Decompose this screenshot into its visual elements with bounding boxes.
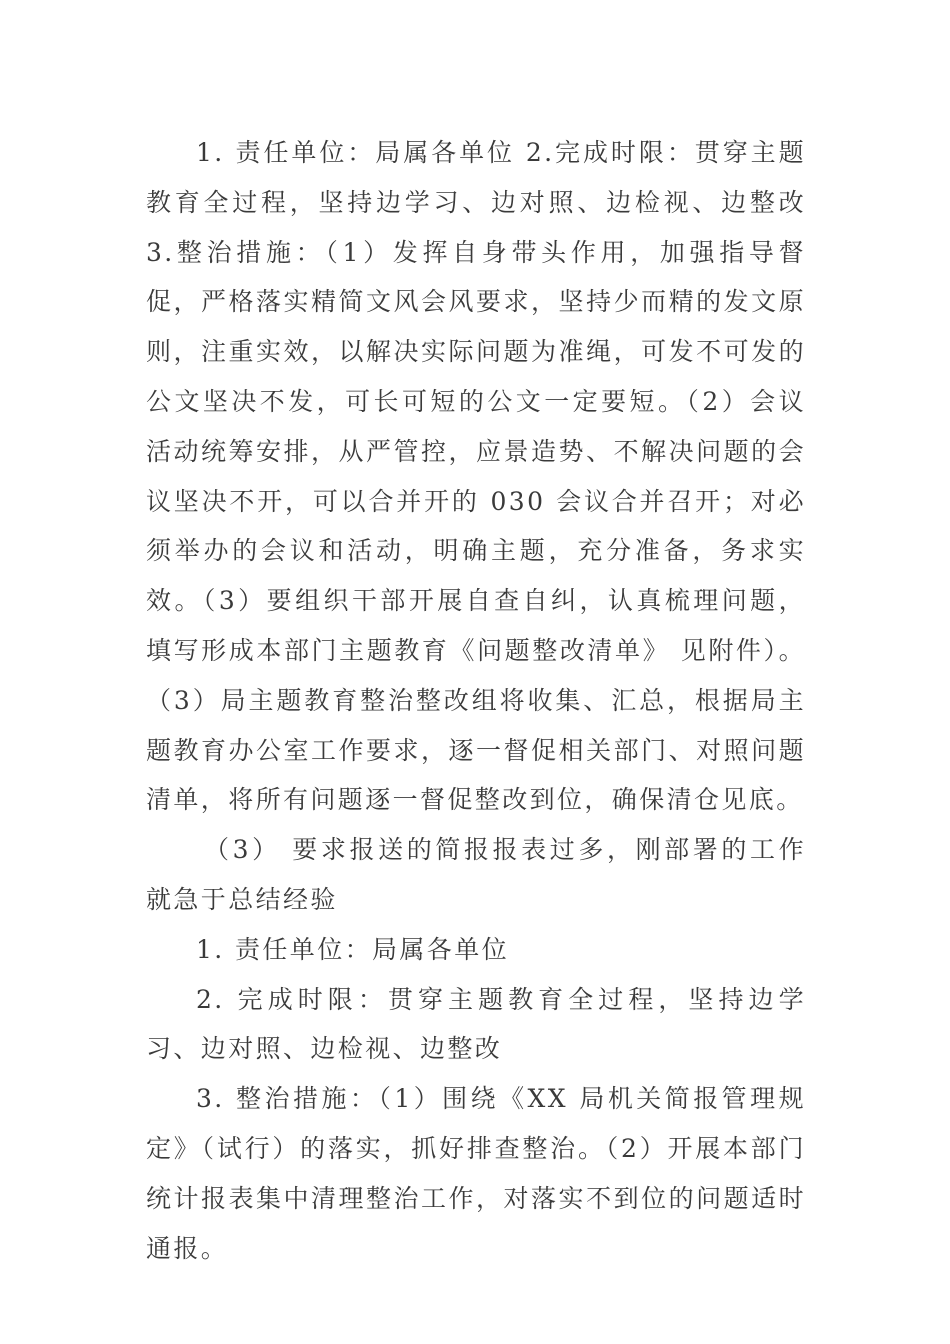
paragraph-measures: 3. 整治措施：（1）围绕《XX 局机关简报管理规定》（试行）的落实，抓好排查整治。（2）开展本部门统计报表集中清理整治工作，对落实不到位的问题适时通报。	[146, 1084, 806, 1263]
paragraph-responsible-unit: 1. 责任单位：局属各单位	[196, 934, 510, 964]
paragraph-rectification-measures: 1. 责任单位：局属各单位 2.完成时限：贯穿主题教育全过程，坚持边学习、边对照、边检视、边整改 3.整治措施：（1）发挥自身带头作用，加强指导督促，严格落实精简文风会风要求，坚持少而精的发文原则，注重实效，以解决实际问题为准绳，可发不可发的公文坚决不发，可长可短的公文一定要短。（2）会议活动统筹安排，从严管控，应景造势、不解决问题的会议坚决不开，可以合并开的 030 会议合并召开；对必须举办的会议和活动，明确主题，充分准备，务求实效。（3）要组织干部开展自查自纠，认真梳理问题，填写形成本部门主题教育《问题整改清单》 见附件）。（3）局主题教育整治整改组将收集、汇总，根据局主题教育办公室工作要求，逐一督促相关部门、对照问题清单，将所有问题逐一督促整改到位，确保清仓见底。	[146, 138, 806, 815]
document-body	[146, 128, 806, 1273]
paragraph-deadline: 2. 完成时限：贯穿主题教育全过程，坚持边学习、边对照、边检视、边整改	[146, 984, 806, 1064]
paragraph-issue-heading: （3） 要求报送的简报报表过多，刚部署的工作就急于总结经验	[146, 835, 806, 914]
